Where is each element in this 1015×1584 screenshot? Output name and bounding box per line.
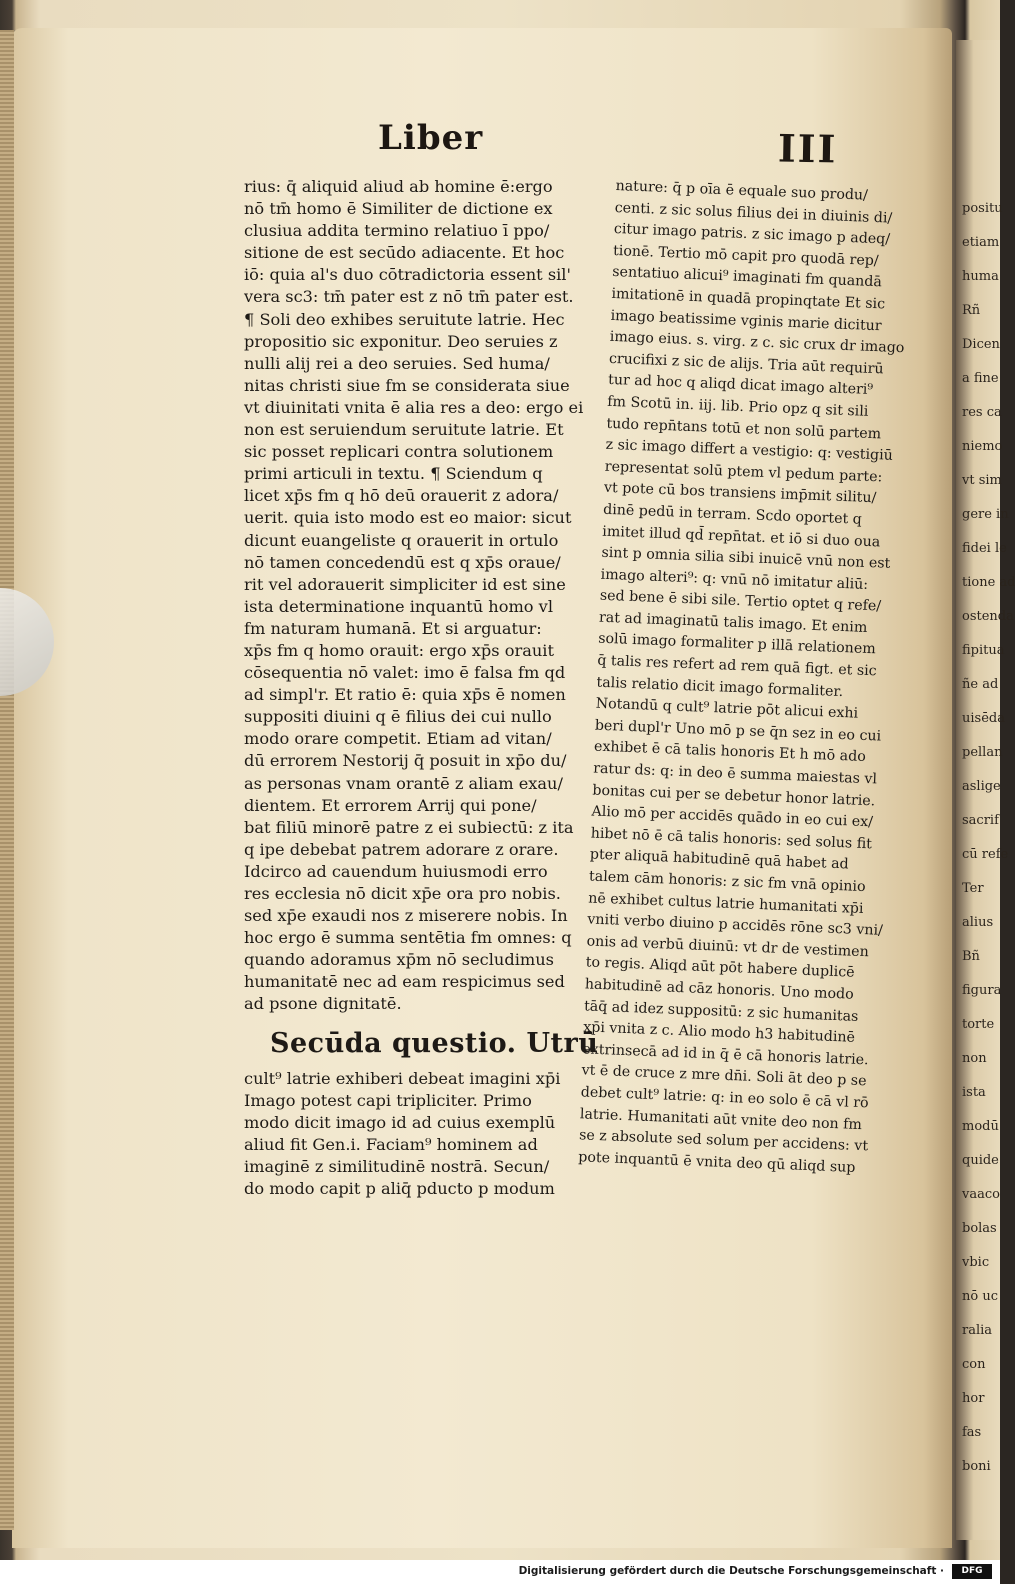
facing-page-text: bolas <box>962 1221 997 1236</box>
facing-page-text: ista <box>962 1085 986 1100</box>
text-line: dientem. Et errorem Arrij qui pone/ <box>244 795 537 815</box>
text-line: imitationē in quadā propinqtate Et sic <box>611 285 886 313</box>
text-line: debet cult⁹ latrie: q: in eo solo ē cā vl rō <box>580 1084 869 1112</box>
text-line: rit vel adorauerit simpliciter id est sine <box>244 574 566 594</box>
facing-page-text: non <box>962 1051 987 1066</box>
text-line: imago eius. s. virg. z c. sic crux dr imago <box>609 329 905 357</box>
text-line: to regis. Aliqd aūt pōt habere duplicē <box>585 954 855 982</box>
text-line: ratur ds: q: in deo ē summa maiestas vl <box>592 760 878 788</box>
facing-page-text: Dicen <box>962 337 1000 352</box>
facing-page-text: nō uc <box>962 1289 998 1304</box>
left-column-lines <box>244 176 629 1016</box>
facing-page-text: ralia <box>962 1323 993 1338</box>
facing-page-text: res ca <box>962 405 1002 420</box>
text-line: ista determinatione inquantū homo vl <box>244 596 554 616</box>
facing-page-text: Ter <box>962 881 984 896</box>
text-line: ¶ Soli deo exhibes seruitute latrie. Hec <box>244 309 565 329</box>
text-line: representat solū ptem vl pedum parte: <box>604 458 883 486</box>
text-line: cult⁹ latrie exhiberi debeat imagini xp̄i <box>244 1068 561 1088</box>
facing-page-text: Bñ <box>962 949 980 964</box>
text-line: rat ad imaginatū talis imago. Et enim <box>598 609 868 636</box>
text-line: sed bene ē sibi sile. Tertio optet q refe/ <box>599 587 882 615</box>
facing-page-text: boni <box>962 1459 991 1474</box>
facing-page-text: tione ad <box>962 575 1015 590</box>
text-line: licet xp̄s fm q hō deū orauerit z adora/ <box>244 486 559 506</box>
dfg-logo: DFG <box>952 1564 992 1579</box>
text-line: humanitatē nec ad eam respicimus sed <box>244 972 565 992</box>
text-line: do modo capit p aliq̄ pducto p modum <box>244 1179 555 1199</box>
text-line: fm naturam humanā. Et si arguatur: <box>244 618 542 638</box>
text-line: tudo repn̄tans totū et non solū partem <box>606 415 882 442</box>
text-line: solū imago formaliter p illā relationem <box>597 631 876 658</box>
text-line: Alio mō per accidēs quādo in eo cui ex/ <box>591 803 874 831</box>
text-line: suppositi diuini q ē filius dei cui nullo <box>244 707 552 727</box>
text-line: vt ē de cruce z mre dn̄i. Soli āt deo p se <box>581 1062 867 1090</box>
facing-page-text: Rñ <box>962 303 981 318</box>
facing-page-text: sacrif <box>962 813 999 828</box>
facing-page-text: vbic <box>962 1255 990 1270</box>
text-line: quando adoramus xp̄m nō secludimus <box>244 950 554 970</box>
text-line: hibet nō ē cā talis honoris: sed solus fit <box>590 825 873 853</box>
text-line: primi articuli in textu. ¶ Sciendum q <box>244 464 543 484</box>
text-line: propositio sic exponitur. Deo seruies z <box>244 331 558 351</box>
facing-page-text: etiam <box>962 235 1000 250</box>
text-line: vera sc3: tm̄ pater est z nō tm̄ pater est. <box>244 287 574 307</box>
text-line: ad simpl'r. Et ratio ē: quia xp̄s ē nomen <box>244 685 566 705</box>
facing-page-text: fas <box>962 1425 982 1440</box>
left-text-column <box>244 176 629 1200</box>
text-line: pter aliquā habitudinē quā habet ad <box>589 846 849 873</box>
running-head-left: Liber <box>378 118 484 158</box>
text-line: sed xp̄e exaudi nos z miserere nobis. In <box>244 906 568 926</box>
facing-page-text: ostenda <box>962 609 1014 624</box>
text-line: tionē. Tertio mō capit pro quodā rep/ <box>612 242 879 269</box>
text-line: exhibet ē cā talis honoris Et h mō ado <box>593 739 867 766</box>
text-line: bat filiū minorē patre z ei subiectū: z ita <box>244 817 574 837</box>
facing-page-text: aslige <box>962 779 1001 794</box>
facing-page-text: con <box>962 1357 986 1372</box>
facing-page-text: fipitua <box>962 643 1005 658</box>
text-line: cōsequentia nō valet: imo ē falsa fm qd <box>244 663 566 683</box>
right-column-lines <box>578 176 936 1181</box>
text-line: non est seruiendum seruitute latrie. Et <box>244 420 564 440</box>
text-line: as personas vnam orantē z aliam exau/ <box>244 773 563 793</box>
text-line: z sic imago differt a vestigio: q: vestigiū <box>605 436 894 464</box>
facing-page-text: uisēda <box>962 711 1005 726</box>
facing-page-text: a fine <box>962 371 999 386</box>
text-line: xp̄i vnita z c. Alio modo h3 habitudinē <box>582 1019 856 1046</box>
facing-page-text: gere in <box>962 507 1009 522</box>
text-line: xp̄s fm q homo orauit: ergo xp̄s orauit <box>244 640 554 660</box>
text-line: sitione de est secūdo adiacente. Et hoc <box>244 243 565 263</box>
page-edges <box>0 30 14 1530</box>
text-line: nature: q̄ p oīa ē equale suo produ/ <box>615 177 869 204</box>
text-line: fm Scotū in. iij. lib. Prio opz q sit sili <box>607 393 869 420</box>
text-line: aliud fit Gen.i. Faciam⁹ hominem ad <box>244 1134 538 1154</box>
footer-bar <box>0 1560 1000 1584</box>
text-line: se z absolute sed solum per accidens: vt <box>578 1127 869 1155</box>
facing-page-text: ñe ad <box>962 677 999 692</box>
facing-page-text: cū refe <box>962 847 1009 862</box>
text-line: dū errorem Nestorij q̄ posuit in xp̄o du/ <box>244 751 567 771</box>
text-line: nō tm̄ homo ē Similiter de dictione ex <box>244 199 553 219</box>
text-line: Idcirco ad cauendum huiusmodi erro <box>244 861 548 881</box>
text-line: imago beatissime vginis marie dicitur <box>610 307 882 334</box>
text-line: talem cām honoris: z sic fm vnā opinio <box>588 868 866 896</box>
facing-page-text: hor <box>962 1391 985 1406</box>
facing-page-text: niemo <box>962 439 1003 454</box>
text-line: res ecclesia nō dicit xp̄e ora pro nobis. <box>244 884 561 903</box>
text-line: rius: q̄ aliquid aliud ab homine ē:ergo <box>244 177 553 196</box>
facing-page-fragment <box>956 40 1015 1540</box>
text-line: clusiua addita termino relatiuo ī ppo/ <box>244 221 550 241</box>
text-line: talis relatio dicit imago formaliter. <box>596 674 844 700</box>
facing-page-text: fidei le <box>962 541 1007 556</box>
text-line: crucifixi z sic de alijs. Tria aūt requirū <box>608 350 884 378</box>
text-line: vt pote cū bos transiens imp̄mit silitu/ <box>603 480 877 507</box>
text-line: extrinsecā ad id in q̄ ē cā honoris latrie. <box>582 1041 869 1069</box>
facing-page-text: alius <box>962 915 994 930</box>
text-line: vt diuinitati vnita ē alia res a deo: ergo ei <box>244 397 584 417</box>
right-text-column <box>578 176 936 1181</box>
text-line: nē exhibet cultus latrie humanitati xp̄i <box>587 890 864 917</box>
text-line: tur ad hoc q aliqd dicat imago alteri⁹ <box>607 372 874 399</box>
text-line: latrie. Humanitati aūt vnite deo non fm <box>579 1105 863 1133</box>
facing-page-text: pellan <box>962 745 1003 760</box>
text-line: iō: quia al's duo cōtradictoria essent sil' <box>244 265 571 285</box>
text-line: modo orare competit. Etiam ad vitan/ <box>244 729 552 749</box>
facing-page-text: huma <box>962 269 999 284</box>
text-line: Notandū q cult⁹ latrie pōt alicui exhi <box>595 695 859 722</box>
text-line: dinē pedū in terram. Scdo oportet q <box>602 501 863 528</box>
text-line: bonitas cui per se debetur honor latrie. <box>592 782 876 810</box>
facing-page-text: modū <box>962 1119 999 1134</box>
text-line: hoc ergo ē summa sentētia fm omnes: q <box>244 928 572 948</box>
facing-page-text: vaaco <box>962 1187 1000 1202</box>
text-line: modo dicit imago id ad cuius exemplū <box>244 1112 556 1132</box>
text-line: beri dupl'r Uno mō p se q̄n sez in eo cui <box>594 717 882 745</box>
question-heading: Secūda questio. Utrū <box>270 1027 599 1059</box>
text-line: nō tamen concedendū est q xp̄s oraue/ <box>244 552 561 572</box>
text-line: imago alteri⁹: q: vnū nō imitatur aliū: <box>600 566 869 593</box>
text-line: citur imago patris. z sic imago p adeq/ <box>613 221 891 248</box>
footer-credit: Digitalisierung gefördert durch die Deutsche Forschungsgemeinschaft · <box>518 1565 944 1577</box>
text-line: Imago potest capi tripliciter. Primo <box>244 1090 532 1110</box>
text-line: nitas christi siue fm se considerata siue <box>244 375 570 395</box>
facing-page-text: figura <box>962 983 1002 998</box>
text-line: vniti verbo diuino p accidēs rōne sc3 vni/ <box>587 911 884 939</box>
text-line: sic posset replicari contra solutionem <box>244 442 554 462</box>
facing-page-text: torte <box>962 1017 995 1032</box>
text-line: q ipe debebat patrem adorare z orare. <box>244 839 559 859</box>
text-line: ad psone dignitatē. <box>244 994 402 1014</box>
text-line: habitudinē ad cāz honoris. Uno modo <box>584 976 854 1003</box>
text-line: onis ad verbū diuinū: vt dr de vestimen <box>586 933 870 961</box>
text-line: dicunt euangeliste q orauerit in ortulo <box>244 530 559 550</box>
facing-page-text: positu <box>962 201 1003 216</box>
text-line: nulli alij rei a deo seruies. Sed huma/ <box>244 353 550 373</box>
text-line: sint p omnia silia sibi inuicē vnū non est <box>601 544 891 572</box>
facing-page-text: quide <box>962 1153 999 1168</box>
question-lines <box>244 1068 629 1201</box>
text-line: centi. z sic solus filius dei in diuinis di/ <box>614 199 893 227</box>
facing-page-text: vt sim <box>962 473 1002 488</box>
text-line: tāq̄ ad idez suppositū: z sic humanitas <box>583 997 859 1025</box>
text-line: q̄ talis res refert ad rem quā figt. et sic <box>597 652 877 680</box>
text-line: pote inquantū ē vnita deo qū aliqd sup <box>578 1149 856 1176</box>
running-head-right: III <box>777 125 838 172</box>
text-line: imaginē z similitudinē nostrā. Secun/ <box>244 1156 550 1176</box>
text-line: sentatiuo alicui⁹ imaginati fm quandā <box>611 264 883 291</box>
text-line: uerit. quia isto modo est eo maior: sicut <box>244 508 572 528</box>
text-line: imitet illud qd̄ repn̄tat. et iō si duo oua <box>602 523 881 550</box>
